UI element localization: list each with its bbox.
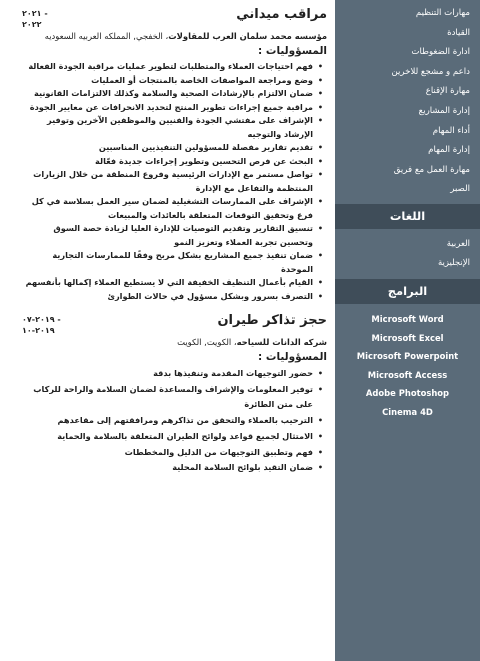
duty-item: • التصرف بسرور وبشكل مسؤول في حالات الطوارئ (22, 290, 313, 304)
duty-item: • حضور التوجيهات المقدمة وتنفيذها بدقة (22, 366, 313, 382)
duties-list (22, 366, 327, 476)
programs-list (335, 304, 480, 422)
skill-item: مهارات التنظيم (415, 8, 470, 18)
job-date-end: ٢٠١٩-١٠ (22, 326, 55, 335)
skill-item: داعم و مشجع للاخرين (391, 66, 470, 77)
company-name: مؤسسه محمد سلمان العرب للمقاولات (168, 31, 327, 41)
duties-list (22, 60, 327, 303)
languages-heading: اللغات (335, 204, 480, 229)
duty-item: • فهم وتطبيق التوجيهات من الدليل والمخططات (22, 445, 313, 461)
duty-item: • الترحيب بالعملاء والتحقق من تذاكرهم ومرافقتهم إلى مقاعدهم (22, 413, 313, 429)
duty-item: • الامتثال لجميع قواعد ولوائح الطيران المتعلقة بالسلامة والحماية (22, 429, 313, 445)
job-dates (22, 312, 61, 336)
language-item: العربية (446, 238, 470, 249)
job-dates (22, 6, 48, 30)
skill-item: مهارة العمل مع فريق (393, 164, 470, 175)
job-title: حجز تذاكر طيران (217, 313, 327, 328)
duty-item: • تقديم تقارير مفصلة للمسؤولين التنفيذيين المناسبين (22, 141, 313, 155)
company-location: ، الكويت, الكويت (177, 337, 237, 347)
duty-item: • مراقبة جميع إجراءات تطوير المنتج لتحديد الانحرافات عن معايير الجودة (22, 101, 313, 115)
program-item: Microsoft Access (367, 369, 448, 380)
duty-item: • الإشراف على مفتشي الجودة والفنيين والموظفين الآخرين وتوفير الإرشاد والتوجيه (22, 114, 313, 141)
job-entry (22, 6, 327, 303)
duty-item: • وضع ومراجعة المواصفات الخاصة بالمنتجات أو العمليات (22, 74, 313, 88)
responsibilities-heading: المسؤوليات : (258, 45, 327, 57)
company-name: شركه الدانات للسياحه (236, 337, 327, 347)
duty-item: • تنسيق التقارير وتقديم التوصيات للإدارة العليا لزيادة حصة السوق وتحسين تجربة العملاء وتعزيز النمو (22, 222, 313, 249)
skill-item: الصبر (450, 184, 470, 195)
responsibilities-heading: المسؤوليات : (258, 351, 327, 363)
job-date-end: ٢٠٢٢ (22, 20, 42, 29)
skill-item: مهارة الإقناع (425, 86, 470, 97)
job-date-start: ٢٠٢١ - (22, 9, 48, 18)
skill-item: ادارة الضغوطات (411, 47, 470, 58)
duty-item: • ضمان التقيد بلوائح السلامة المحلية (22, 460, 313, 476)
job-entry (22, 312, 327, 476)
duty-item: • تواصل مستمر مع الإدارات الرئيسية وفروع المنطقة من خلال الزيارات المنتظمة والتفاعل مع الإدارة (22, 168, 313, 195)
duty-item: • البحث عن فرص التحسين وتطوير إجراءات جديدة فعّالة (22, 155, 313, 169)
duty-item: • القيام بأعمال التنظيف الخفيفة التي لا يستطيع العملاء إكمالها بأنفسهم (22, 276, 313, 290)
program-item: Microsoft Powerpoint (356, 351, 459, 362)
program-item: Cinema 4D (382, 406, 433, 417)
duty-item: • الإشراف على الممارسات التشغيلية لضمان سير العمل بسلاسة في كل فرع وتحقيق التوقعات المتعلقة بالعائدات والمبيعات (22, 195, 313, 222)
job-company (22, 30, 327, 43)
job-date-start: ٢٠١٩-٠٧ - (22, 315, 61, 324)
duty-item: • ضمان الالتزام بالإرشادات الصحية والسلامة وكذلك الالتزامات القانونية (22, 87, 313, 101)
skills-list (335, 0, 480, 200)
languages-list (335, 229, 480, 273)
job-title: مراقب ميداني (236, 7, 327, 22)
skill-item: أداء المهام (432, 125, 470, 136)
program-item: Microsoft Excel (371, 332, 444, 343)
program-item: Microsoft Word (371, 313, 444, 324)
duty-item: • فهم احتياجات العملاء والمتطلبات لتطوير عمليات مراقبة الجودة الفعالة (22, 60, 313, 74)
programs-heading: البرامج (335, 279, 480, 304)
skill-item: إدارة المشاريع (418, 105, 470, 116)
skill-item: إدارة المهام (428, 145, 470, 156)
program-item: Adobe Photoshop (365, 388, 450, 399)
sidebar (335, 0, 480, 661)
duty-item: • توفير المعلومات والإشراف والمساعدة لضمان السلامة والراحة للركاب على متن الطائرة (22, 382, 313, 413)
company-location: ، الخفجي, المملكه العربيه السعوديه (44, 31, 169, 41)
language-item: الإنجليزية (437, 257, 470, 268)
duty-item: • ضمان تنفيذ جميع المشاريع بشكل مربح وفقًا للممارسات التجارية الموحدة (22, 249, 313, 276)
skill-item: القيادة (447, 27, 470, 38)
job-company (22, 336, 327, 349)
